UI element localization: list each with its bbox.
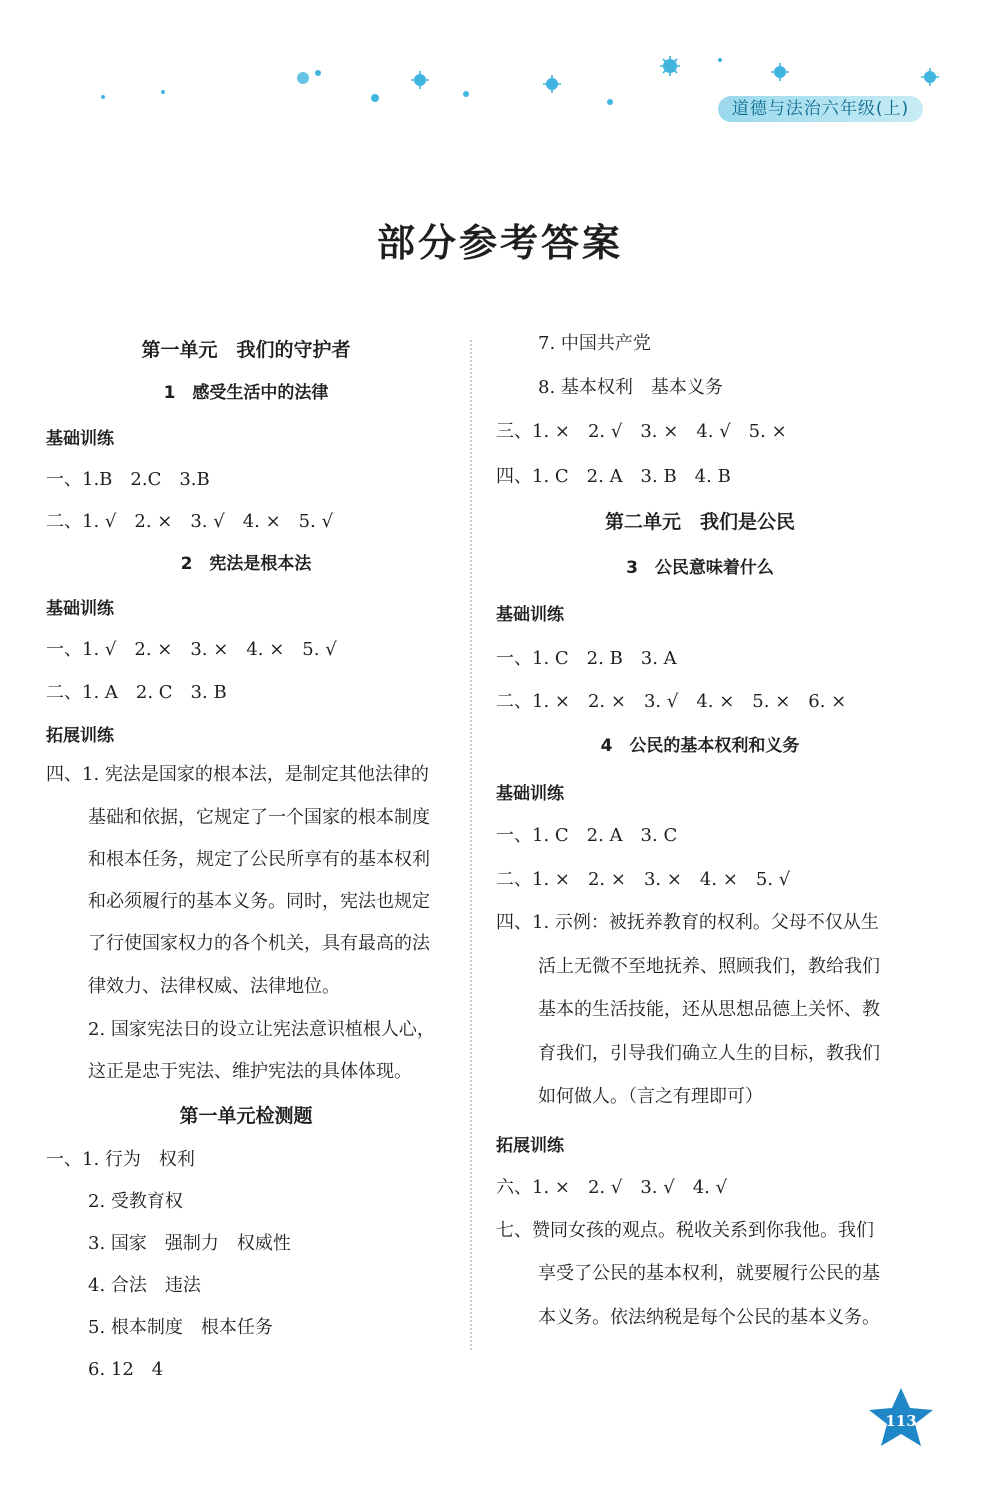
book-title-badge: 道德与法治六年级(上) [718,96,923,122]
answer-line: 律效力、法律权威、法律地位。 [88,976,340,997]
unit-heading: 第一单元 我们的守护者 [141,339,351,361]
page-number: 113 [885,1412,917,1430]
answer-line: 了行使国家权力的各个机关，具有最高的法 [88,933,430,954]
answer-line: 基本的生活技能，还从思想品德上关怀、教 [538,999,880,1020]
column-divider [470,340,472,1350]
answer-line: 4. 合法 违法 [88,1275,201,1296]
answer-line: 3. 国家 强制力 权威性 [88,1233,291,1254]
answer-line: 5. 根本制度 根本任务 [88,1317,273,1338]
answer-line: 四、1. 示例：被抚养教育的权利。父母不仅从生 [496,912,879,933]
lesson-heading: 4 公民的基本权利和义务 [600,736,800,756]
unit-heading: 第一单元检测题 [179,1105,313,1127]
lesson-heading: 2 宪法是根本法 [180,554,312,574]
answer-line: 活上无微不至地抚养、照顾我们，教给我们 [538,956,880,977]
answer-line: 这正是忠于宪法、维护宪法的具体体现。 [88,1061,412,1082]
section-label: 基础训练 [496,605,564,625]
answer-line: 一、1.B 2.C 3.B [46,469,210,490]
answer-line: 享受了公民的基本权利，就要履行公民的基 [538,1263,880,1284]
answer-line: 四、1. 宪法是国家的根本法，是制定其他法律的 [46,764,429,785]
answer-line: 如何做人。（言之有理即可） [538,1086,763,1107]
section-label: 基础训练 [46,599,114,619]
answer-line: 育我们，引导我们确立人生的目标，教我们 [538,1043,880,1064]
answer-line: 6. 12 4 [88,1359,164,1380]
page-title: 部分参考答案 [376,221,623,265]
answer-line: 和根本任务，规定了公民所享有的基本权利 [88,849,430,870]
answer-line: 一、1. √ 2. × 3. × 4. × 5. √ [46,639,337,660]
answer-line: 2. 国家宪法日的设立让宪法意识植根人心， [88,1019,435,1040]
answer-line: 一、1. 行为 权利 [46,1149,195,1170]
lesson-heading: 1 感受生活中的法律 [163,383,329,403]
answer-line: 三、1. × 2. √ 3. × 4. √ 5. × [496,421,787,442]
answer-line: 和必须履行的基本义务。同时，宪法也规定 [88,891,430,912]
answer-line: 二、1. × 2. × 3. √ 4. × 5. × 6. × [496,691,847,712]
answer-line: 六、1. × 2. √ 3. √ 4. √ [496,1177,728,1198]
section-label: 基础训练 [496,784,564,804]
answer-line: 7. 中国共产党 [538,333,651,354]
section-label: 基础训练 [46,429,114,449]
unit-heading: 第二单元 我们是公民 [604,511,795,533]
answer-line: 2. 受教育权 [88,1191,183,1212]
answer-line: 本义务。依法纳税是每个公民的基本义务。 [538,1307,880,1328]
answer-line: 一、1. C 2. B 3. A [496,648,677,669]
answer-line: 二、1. √ 2. × 3. √ 4. × 5. √ [46,511,334,532]
answer-line: 8. 基本权利 基本义务 [538,377,723,398]
section-label: 拓展训练 [46,726,114,746]
section-label: 拓展训练 [496,1136,564,1156]
answer-line: 一、1. C 2. A 3. C [496,825,678,846]
answer-line: 基础和依据，它规定了一个国家的根本制度 [88,807,430,828]
answer-line: 二、1. × 2. × 3. × 4. × 5. √ [496,869,791,890]
answer-line: 四、1. C 2. A 3. B 4. B [496,466,731,487]
answer-line: 七、赞同女孩的观点。税收关系到你我他。我们 [496,1220,874,1241]
lesson-heading: 3 公民意味着什么 [626,558,774,578]
answer-line: 二、1. A 2. C 3. B [46,682,227,703]
